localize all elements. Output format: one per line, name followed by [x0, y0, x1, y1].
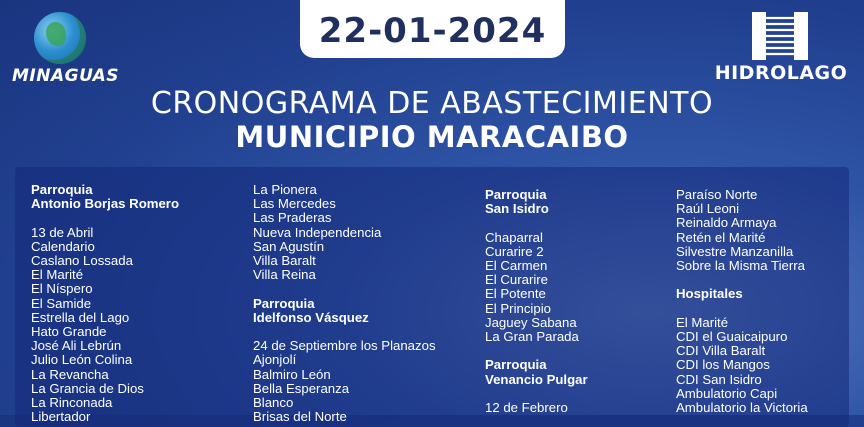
- list-item: La Revancha: [31, 366, 109, 382]
- list-item: Nueva Independencia: [253, 224, 382, 240]
- page-title: CRONOGRAMA DE ABASTECIMIENTO: [150, 86, 714, 121]
- parish-name: San Isidro: [485, 201, 549, 217]
- list-item: Silvestre Manzanilla: [676, 243, 794, 259]
- minaguas-logo-text: MINAGUAS: [12, 66, 120, 86]
- list-item: Libertador: [31, 409, 91, 425]
- list-item: Ajonjolí: [253, 352, 297, 368]
- list-item: 12 de Febrero: [485, 400, 568, 415]
- list-item: Reinaldo Armaya: [676, 215, 777, 231]
- column-1: [31, 183, 179, 424]
- list-item: Jaguey Sabana: [485, 314, 577, 330]
- list-item: Estrella del Lago: [31, 309, 130, 325]
- list-item: El Carmen: [485, 258, 548, 273]
- list-item: Bella Esperanza: [253, 380, 350, 396]
- list-item: Villa Baralt: [253, 253, 316, 269]
- minaguas-logo: [12, 10, 120, 90]
- list-item: La Gran Parada: [485, 329, 579, 345]
- list-item: CDI los Mangos: [676, 357, 770, 373]
- list-item: San Agustín: [253, 238, 325, 254]
- date-banner: [300, 0, 565, 58]
- parish-name: Antonio Borjas Romero: [31, 196, 179, 212]
- list-item: Sobre la Misma Tierra: [676, 258, 805, 274]
- parish-label: Parroquia: [485, 187, 547, 202]
- column-3: [485, 188, 588, 415]
- list-item: CDI San Isidro: [676, 371, 762, 387]
- list-item: Ambulatorio la Victoria: [676, 400, 808, 416]
- list-item: El Potente: [485, 286, 546, 302]
- page-subtitle: MUNICIPIO MARACAIBO: [235, 120, 629, 154]
- list-item: La Pionera: [253, 182, 317, 197]
- list-item: Caslano Lossada: [31, 253, 133, 268]
- list-item: La Rinconada: [31, 395, 113, 411]
- list-item: Julio León Colina: [31, 352, 133, 368]
- list-item: El Principio: [485, 300, 551, 316]
- list-item: Las Mercedes: [253, 196, 336, 212]
- list-item: Las Praderas: [253, 210, 332, 226]
- list-item: El Marité: [676, 314, 729, 330]
- list-item: El Marité: [31, 267, 84, 283]
- parish-name: Idelfonso Vásquez: [253, 309, 369, 325]
- hospitals-header: Hospitales: [676, 286, 743, 302]
- list-item: Brisas del Norte: [253, 409, 347, 425]
- list-item: José Ali Lebrún: [31, 338, 122, 354]
- list-item: Chaparral: [485, 229, 543, 245]
- list-item: Villa Reina: [253, 267, 316, 283]
- list-item: Calendario: [31, 238, 95, 254]
- list-item: Retén el Marité: [676, 229, 766, 245]
- list-item: Ambulatorio Capi: [676, 385, 778, 401]
- list-item: 24 de Septiembre los Planazos: [253, 338, 436, 354]
- hidrolago-logo-text: HIDROLAGO: [714, 62, 848, 84]
- schedule-date: 22-01-2024: [318, 11, 547, 51]
- parish-name: Venancio Pulgar: [485, 371, 588, 387]
- parish-label: Parroquia: [253, 295, 315, 311]
- list-item: Hato Grande: [31, 324, 107, 340]
- column-4: [676, 188, 808, 415]
- list-item: Blanco: [253, 395, 294, 411]
- list-item: La Grancia de Dios: [31, 380, 144, 396]
- parish-label: Parroquia: [485, 357, 547, 373]
- list-item: El Samide: [31, 295, 92, 311]
- list-item: CDI Villa Baralt: [676, 343, 766, 359]
- list-item: Curarire 2: [485, 243, 544, 259]
- list-item: CDI el Guaicaipuro: [676, 329, 788, 344]
- list-item: Balmiro León: [253, 366, 331, 382]
- parish-label: Parroquia: [31, 182, 93, 197]
- hidrolago-logo: [708, 12, 854, 86]
- hidrolago-h-icon: [752, 12, 808, 60]
- list-item: El Níspero: [31, 281, 93, 297]
- list-item: El Curarire: [485, 272, 549, 288]
- globe-icon: [34, 12, 86, 64]
- list-item: Raúl Leoni: [676, 201, 740, 217]
- list-item: Paraíso Norte: [676, 187, 758, 202]
- list-item: 13 de Abril: [31, 224, 94, 240]
- column-2: [253, 183, 436, 424]
